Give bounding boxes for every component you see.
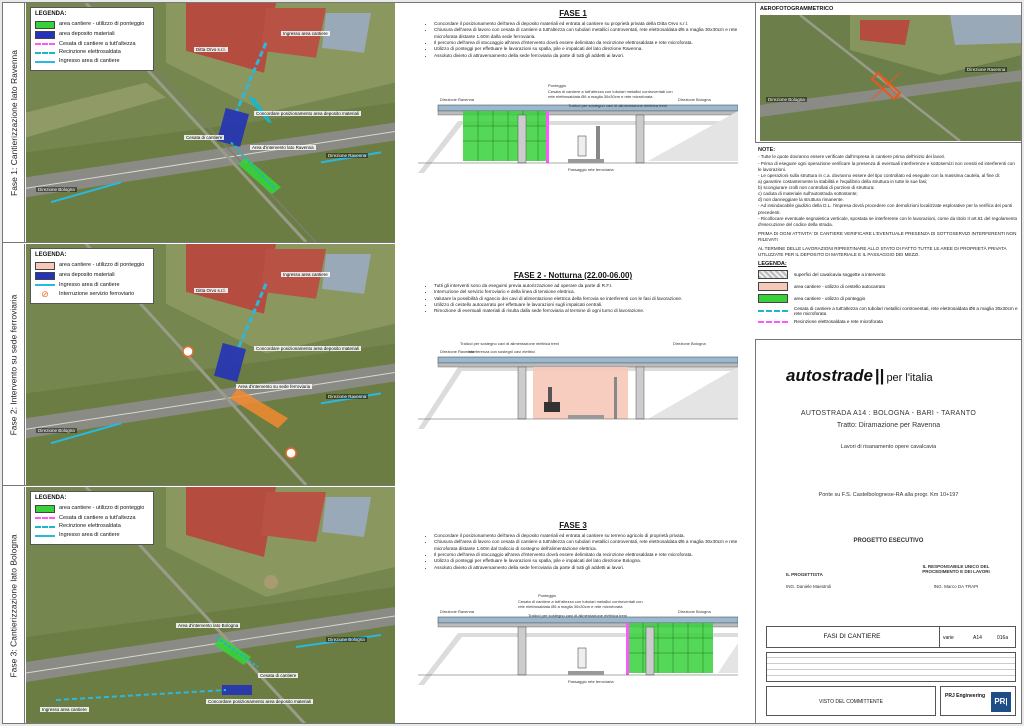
works-description: Lavori di risanamento opere cavalcavia: [840, 444, 937, 450]
swatch-magenta-line: [758, 321, 788, 323]
map-label: Direzione Ravenna: [967, 67, 1006, 72]
phase-2-legend: [30, 248, 154, 304]
map-label: Area d'intervento lato Ravenna: [252, 145, 314, 150]
aerial-section: [755, 3, 1022, 143]
legend-label: area cantiere - utilizzo di ponteggio: [59, 262, 145, 269]
approval-label: VISTO DEL COMMITTENTE: [819, 699, 883, 705]
phase-2-map-panel: [3, 244, 395, 486]
callout: Passaggio rete ferroviaria: [568, 167, 614, 172]
main-legend: [755, 259, 1021, 329]
note-line: b) scongiurare crolli non controllati di porzioni di struttura;: [758, 185, 875, 191]
phase-3-title: FASE 3: [559, 521, 587, 530]
responsible-label: IL RESPONSABILE UNICO DEL PROCEDIMENTO E DEI LAVORI: [922, 564, 990, 574]
callout: Direzione Ravenna: [440, 349, 475, 354]
company-logo: PR|: [991, 692, 1011, 712]
designer-name: ING. Daniele Maestroli: [786, 584, 832, 589]
phase-2-title: FASE 2 - Notturna (22.00-06.00): [513, 271, 633, 280]
map-label: Area d'intervento su sede ferroviaria: [238, 384, 311, 389]
swatch-pink: [35, 262, 55, 270]
phase-3-legend: [30, 491, 154, 545]
legend-label: area cantiere - utilizzo di ponteggio: [59, 21, 145, 28]
project-stage: PROGETTO ESECUTIVO: [853, 538, 924, 544]
map-label: Direzione Ravenna: [328, 394, 367, 399]
aerial-title: AEROFOTOGRAMMETRICO: [760, 6, 834, 12]
aerial-drawing: [760, 15, 1022, 141]
phase-1-title: FASE 1: [559, 9, 587, 18]
callout: Direzione Bologna: [678, 97, 711, 102]
map-label: Ingresso area cantiere: [42, 707, 87, 712]
stretch-name: Tratto: Diramazione per Ravenna: [836, 422, 941, 429]
note-line: AL TERMINE DELLE LAVORAZIONI RIPRISTINARE ALLO STATO DI FATTO TUTTE LE AREE DI PROPRIETÀ PRIVATA UTILIZZATE PER IL DEPOSITO DI MATERIALE E IL PASSAGGIO DEI MEZZI.: [758, 246, 1007, 258]
callout: Passaggio rete ferroviaria: [568, 679, 614, 684]
legend-item: [35, 262, 149, 270]
legend-item: [35, 515, 149, 522]
approval-box: [766, 686, 936, 716]
phase-3-notes: [428, 533, 738, 571]
legend-title: LEGENDA:: [758, 261, 787, 267]
legend-label: superfici del cavalcavia soggette a intervento: [794, 272, 886, 277]
callout: Direzione Ravenna: [440, 97, 475, 102]
legend-label: area deposito materiali: [59, 31, 115, 38]
sheet-number: 016a: [997, 635, 1009, 641]
note-line: - Prima di eseguire ogni operazione verificare la presenza di eventuali interferenze e sottoservizi non censiti ed interferenti con le lavorazioni.: [758, 160, 1015, 172]
cross-section-drawing: [418, 347, 738, 439]
map-label: Concordare posizionamento area deposito materiali: [256, 346, 360, 351]
legend-label: Interruzione servizio ferroviario: [59, 290, 135, 297]
phase-2-label-strip: [3, 244, 25, 485]
legend-item: [758, 319, 1018, 324]
sheet-title-box: [766, 626, 1016, 648]
note-line: - Ricollocare eventuale segnaletica verticale, spostata se interferente con le lavorazioni, come da titolo II art.81 del regolamento d'esecuzione del codice della strada.: [758, 215, 1018, 227]
phase-2-label: Fase 2: Intervento su sede ferroviaria: [8, 294, 19, 435]
swatch-arrow-line: [35, 61, 55, 63]
note-item: • Il percorso dell'area di stoccaggio all'area d'intervento dovrà essere delimitato da recinzione elettrosaldata e rete microforata.: [434, 40, 738, 46]
legend-item: [35, 41, 149, 48]
swatch-green: [758, 294, 788, 303]
notes-title: NOTE:: [758, 147, 776, 153]
swatch-arrow-line: [35, 284, 55, 286]
swatch-hatched-gray: [758, 270, 788, 279]
callout: Ponteggio: [538, 593, 557, 598]
legend-item: [35, 58, 149, 65]
phase-3-label: Fase 3: Cantierizzazione lato Bologna: [8, 534, 19, 678]
title-block: [755, 339, 1021, 724]
note-line: d) non danneggiare la struttura rimanente.: [758, 197, 844, 203]
legend-title: LEGENDA:: [35, 11, 67, 17]
map-label: Concordare posizionamento area deposito materiali: [208, 699, 312, 704]
phase-2-section: [398, 267, 748, 487]
scale-value: varie: [943, 635, 954, 641]
legend-item: [35, 282, 149, 289]
phase-1-notes: [428, 21, 738, 59]
legend-label: Ingresso area di cantiere: [59, 58, 120, 65]
phase-2-cross-section: [418, 341, 738, 439]
brand-subtitle: per l'italia: [886, 372, 933, 384]
swatch-green: [35, 505, 55, 513]
legend-item: [35, 523, 149, 530]
phase-3-label-strip: [3, 487, 25, 724]
responsible-name: ING. Marco DA TRAPI: [933, 584, 979, 589]
legend-label: area cantiere - utilizzo di cestello autocarrato: [794, 284, 886, 289]
note-line: c) caduta di materiale sull'autostrada sottostante;: [758, 191, 858, 197]
callout: Interferenza con sostegni cavi elettrici: [468, 349, 535, 354]
note-item: • Rimozione di eventuali materiali di risulta dalla sede ferroviaria al termine di ogni turno di lavorazione.: [434, 308, 738, 314]
note-item: • Chiusura dell'area di lavoro con cesata di cantiere a tutt'altezza con tubolari metallici controventati, rete elettrosaldata Ø6 a maglia 30x30cm e rete microforata distante 1.60m dalla sede ferroviaria.: [434, 27, 738, 40]
revision-table: [766, 652, 1016, 682]
note-item: • Concordare il posizionamento dell'area di deposito materiali ed entrata al cantiere su proprietà privata della Ditta Orvo s.r.l.: [434, 21, 738, 27]
legend-item: [35, 21, 149, 29]
swatch-magenta-line: [35, 517, 55, 519]
legend-item: [758, 270, 1018, 279]
callout: Cesata di cantiere a tutt'altezza con tubolari metallici controventati con rete elettrosaldata Ø6 a maglia 30x30cm e rete microforata: [518, 599, 643, 609]
callout: Ponteggio: [548, 83, 567, 88]
note-item: • Assoluto divieto di attraversamento della sede ferroviaria da parte di tutti gli addetti ai lavori.: [434, 565, 738, 571]
bridge-description: Ponte su F.S. Castelbolognese-RA alla progr. Km 10+197: [818, 492, 959, 498]
legend-label: Cesata di cantiere a tutt'altezza: [59, 514, 136, 521]
map-label: Cesata di cantiere: [186, 135, 223, 140]
company-box: [940, 686, 1016, 716]
note-item: • Assoluto divieto di attraversamento della sede ferroviaria da parte di tutti gli addetti ai lavori.: [434, 53, 738, 59]
legend-item: [758, 294, 1018, 303]
legend-label: area cantiere - utilizzo di ponteggio: [59, 505, 145, 512]
swatch-cyan-line: [758, 310, 788, 312]
legend-item: [758, 306, 1018, 316]
map-label: Ingresso area cantiere: [283, 31, 328, 36]
sheet-title: FASI DI CANTIERE: [823, 633, 881, 640]
note-item: • Interruzione del servizio ferroviario e della linea di tensione elettrica.: [434, 289, 738, 295]
phase-2-aerial-map: [26, 244, 395, 485]
legend-label: Recinzione elettrosaldata e rete microforata: [794, 319, 883, 324]
phase-1-section: [398, 3, 748, 243]
callout: Cesata di cantiere a tutt'altezza con tubolari metallici controventati con rete elettrosaldata Ø6 a maglia 30x30cm e rete microforata: [548, 89, 673, 99]
notes-box: [755, 145, 1021, 261]
note-item: • Il percorso dell'area di stoccaggio all'area d'intervento dovrà essere delimitato da recinzione elettrosaldata e rete microforata.: [434, 552, 738, 558]
phase-3-map-panel: [3, 487, 395, 724]
highway-name: AUTOSTRADA A14 : BOLOGNA - BARI - TARANTO: [800, 410, 977, 417]
map-label: Direzione Bologna: [328, 637, 365, 642]
note-line: - Le operazioni sulla struttura in c.a. dovranno essere del tipo controllato ed eseguite con la massima cautela, al fine di:: [758, 172, 1001, 178]
legend-item: [758, 282, 1018, 291]
brand-logo: autostrade || per l'italia: [786, 366, 933, 385]
legend-label: area deposito materiali: [59, 272, 115, 279]
note-line: - Tutte le quote dovranno essere verificate dall'impresa in cantiere prima dell'inizio dei lavori.: [758, 154, 946, 160]
note-item: • Utilizzo di ponteggi per effettuare le lavorazioni su spalla, pile e impalcati del lato direzione Ravenna.: [434, 46, 738, 52]
map-label: Ditta Orvo s.r.l.: [196, 288, 226, 293]
legend-item: [35, 49, 149, 56]
map-label: Ditta Orvo s.r.l.: [196, 47, 226, 52]
map-label: Direzione Ravenna: [328, 153, 367, 158]
note-line: a) garantire costantemente la stabilità e l'equilibrio della struttura in tutte le sue fasi;: [758, 178, 928, 184]
phase-1-aerial-map: [26, 3, 395, 242]
legend-label: Cesata di cantiere a tutt'altezza con tubolari metallici controventati, rete elettrosaldata Ø6 a maglia 30x30cm e rete microforata: [794, 306, 1018, 316]
map-label: Direzione Bologna: [768, 97, 805, 102]
map-label: Concordare posizionamento area deposito materiali: [256, 111, 360, 116]
swatch-cyan-line: [35, 526, 55, 528]
drawing-sheet: [2, 2, 1022, 724]
no-entry-icon: ⊘: [41, 289, 49, 300]
map-label: Direzione Bologna: [38, 428, 75, 433]
legend-item: [35, 31, 149, 39]
legend-label: Cesata di cantiere a tutt'altezza: [59, 40, 136, 47]
note-item: • Chiusura dell'area di lavoro con cesata di cantiere a tutt'altezza con tubolari metallici controventati, rete elettrosaldata Ø6 a maglia 30x30cm e rete microforata distante 1.60m dal traliccio di sostegno dell'alimentazione elettrica.: [434, 539, 738, 552]
note-item: • Utilizzo di ponteggi per effettuare le lavorazioni su spalla, pile e impalcati del lato direzione Bologna.: [434, 558, 738, 564]
swatch-pink: [758, 282, 788, 291]
legend-label: Ingresso area di cantiere: [59, 281, 120, 288]
legend-label: area cantiere - utilizzo di ponteggio: [794, 296, 866, 301]
legend-item: [35, 290, 149, 298]
legend-title: LEGENDA:: [35, 252, 67, 258]
phase-2-notes: [428, 283, 738, 315]
map-label: Area d'intervento lato Bologna: [178, 623, 239, 628]
brand-name: autostrade: [786, 366, 873, 385]
legend-label: Recinzione elettrosaldata: [59, 49, 121, 56]
legend-item: [35, 272, 149, 280]
swatch-cyan-line: [35, 52, 55, 54]
note-item: • Valutare la possibilità di sgancio dei cavi di alimentazione elettrica della ferrovia se interferenti con le fasi di lavorazione.: [434, 296, 738, 302]
legend-item: [35, 505, 149, 513]
legend-label: Recinzione elettrosaldata: [59, 523, 121, 530]
callout: Tralicci per sostegno cavi di alimentazione elettrica treni: [460, 341, 560, 346]
phase-3-section: [398, 517, 748, 724]
swatch-arrow-line: [35, 535, 55, 537]
swatch-blue: [35, 31, 55, 39]
callout: Tralicci per sostegno cavi di alimentazione elettrica treni: [528, 613, 628, 618]
phase-1-legend: [30, 7, 154, 71]
note-item: • Concordare il posizionamento dell'area di deposito materiali ed entrata al cantiere su terreno agricolo di proprietà privata.: [434, 533, 738, 539]
phase-3-cross-section: [418, 593, 738, 693]
map-label: Cesata di cantiere: [260, 673, 297, 678]
note-line: PRIMA DI OGNI ATTIVITA' DI CANTIERE VERIFICARE L'EVENTUALE PRESENZA DI SOTTOSERVIZI INTERFERENTI NON RILEVATI: [758, 231, 1017, 243]
swatch-blue: [35, 272, 55, 280]
callout: Direzione Ravenna: [440, 609, 475, 614]
designer-label: IL PROGETTISTA: [786, 572, 823, 577]
note-item: • Utilizzo di cestello autocarrato per effettuare le lavorazioni sugli impalcati centrali.: [434, 302, 738, 308]
legend-item: [35, 532, 149, 539]
phase-1-label-strip: [3, 3, 25, 242]
callout: Direzione Bologna: [673, 341, 706, 346]
map-label: Ingresso area cantiere: [283, 272, 328, 277]
phase-1-label: Fase 1: Cantierizzazione lato Ravenna: [8, 49, 19, 196]
note-line: - Ad insindacabile giudizio della D.L. l'impresa dovrà procedere con demolizioni localizzate esplorative per la verifica dei punti precedenti.: [758, 203, 1013, 215]
swatch-green: [35, 21, 55, 29]
phase-3-aerial-map: [26, 487, 395, 724]
map-label: Direzione Bologna: [38, 187, 75, 192]
company-name: PRJ Engineering: [945, 693, 986, 699]
swatch-magenta-line: [35, 43, 55, 45]
phase-1-map-panel: [3, 3, 395, 243]
phase-1-cross-section: [418, 83, 738, 181]
aerial-photo: [760, 15, 1022, 141]
legend-title: LEGENDA:: [35, 495, 67, 501]
legend-label: Ingresso area di cantiere: [59, 532, 120, 539]
callout: Direzione Bologna: [678, 609, 711, 614]
callout: Tralicci per sostegno cavi di alimentazione elettrica treni: [568, 103, 668, 108]
note-item: • Tutti gli interventi sono da eseguirsi previa autorizzazione ad operare da parte di R.F.I.: [434, 283, 738, 289]
code-value: A14: [973, 635, 982, 641]
